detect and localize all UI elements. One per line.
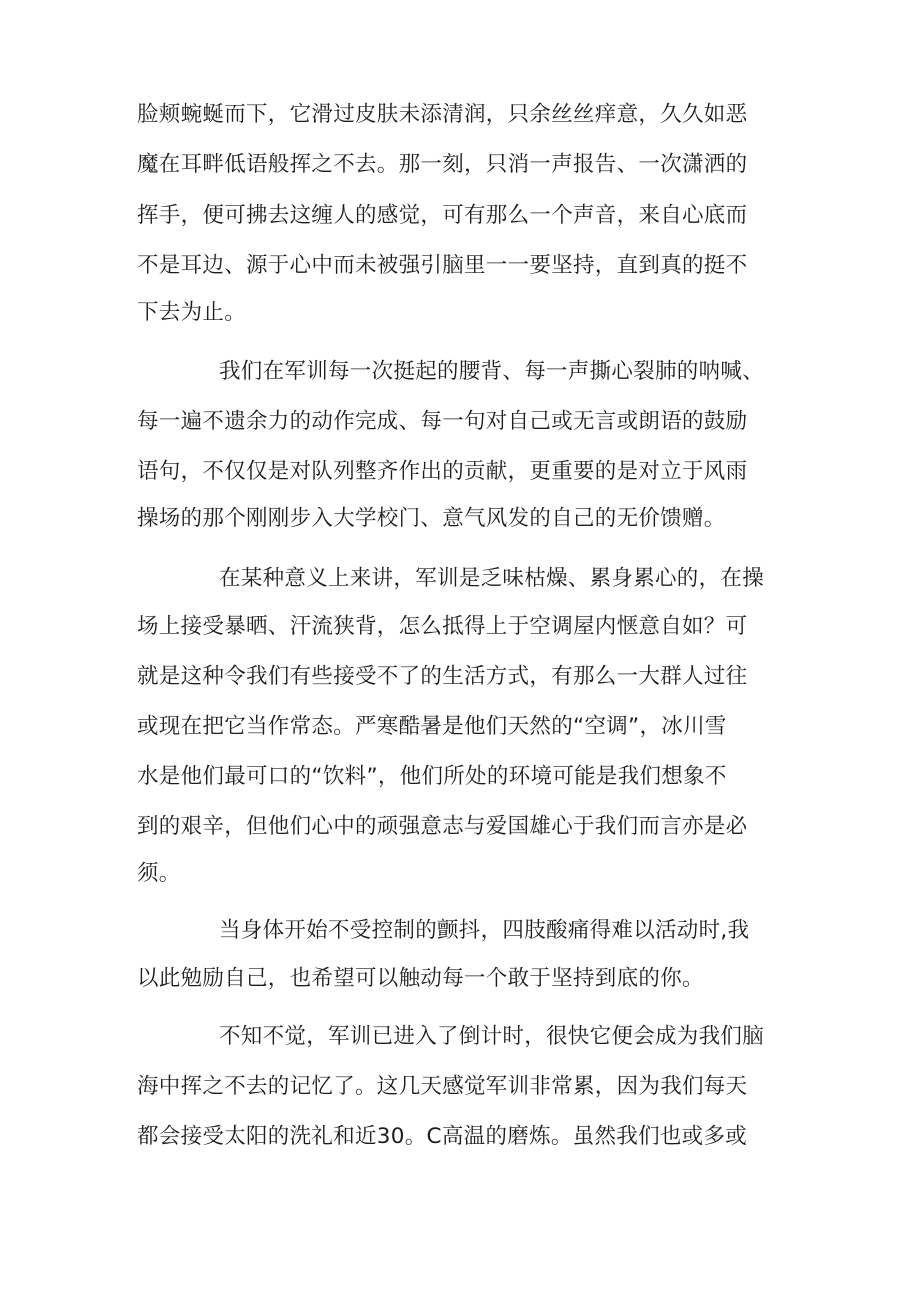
text-line: 挥手，便可拂去这缠人的感觉，可有那么一个声音，来自心底而	[137, 203, 748, 228]
text-line: 不是耳边、源于心中而未被强引脑里一一要坚持，直到真的挺不	[137, 253, 748, 278]
text-line: 就是这种令我们有些接受不了的生活方式，有那么一大群人过往	[137, 664, 748, 689]
text-line: 海中挥之不去的记忆了。这几天感觉军训非常累，因为我们每天	[137, 1074, 748, 1099]
text-line: 魔在耳畔低语般挥之不去。那一刻，只消一声报告、一次潇洒的	[137, 152, 748, 177]
text-line: 我们在军训每一次挺起的腰背、每一声撕心裂肺的呐喊、	[219, 359, 765, 384]
text-line: 到的艰辛，但他们心中的顽强意志与爱国雄心于我们而言亦是必	[137, 814, 748, 839]
text-line: 须。	[137, 861, 181, 886]
text-line: 或现在把它当作常态。严寒酷暑是他们天然的“空调”，冰川雪	[137, 714, 727, 739]
text-line: 操场的那个刚刚步入大学校门、意气风发的自己的无价馈赠。	[137, 506, 726, 531]
text-line: 语句，不仅仅是对队列整齐作出的贡献，更重要的是对立于风雨	[137, 459, 748, 484]
text-line: 水是他们最可口的“饮料”，他们所处的环境可能是我们想象不	[137, 764, 727, 789]
text-line: 不知不觉，军训已进入了倒计时，很快它便会成为我们脑	[219, 1024, 765, 1049]
text-line: 在某种意义上来讲，军训是乏味枯燥、累身累心的，在操	[219, 566, 765, 591]
text-line: 下去为止。	[137, 300, 247, 325]
text-line: 当身体开始不受控制的颤抖，四肢酸痛得难以活动时,我	[219, 918, 750, 943]
text-line: 脸颊蜿蜒而下，它滑过皮肤未添清润，只余丝丝痒意，久久如恶	[137, 102, 748, 127]
text-line: 都会接受太阳的洗礼和近30。C高温的磨炼。虽然我们也或多或	[137, 1124, 748, 1149]
text-line: 每一遍不遗余力的动作完成、每一句对自己或无言或朗语的鼓励	[137, 409, 748, 434]
text-line: 场上接受暴晒、汗流狭背，怎么抵得上于空调屋内惬意自如？可	[137, 614, 748, 639]
text-line: 以此勉励自己，也希望可以触动每一个敢于坚持到底的你。	[137, 966, 704, 991]
